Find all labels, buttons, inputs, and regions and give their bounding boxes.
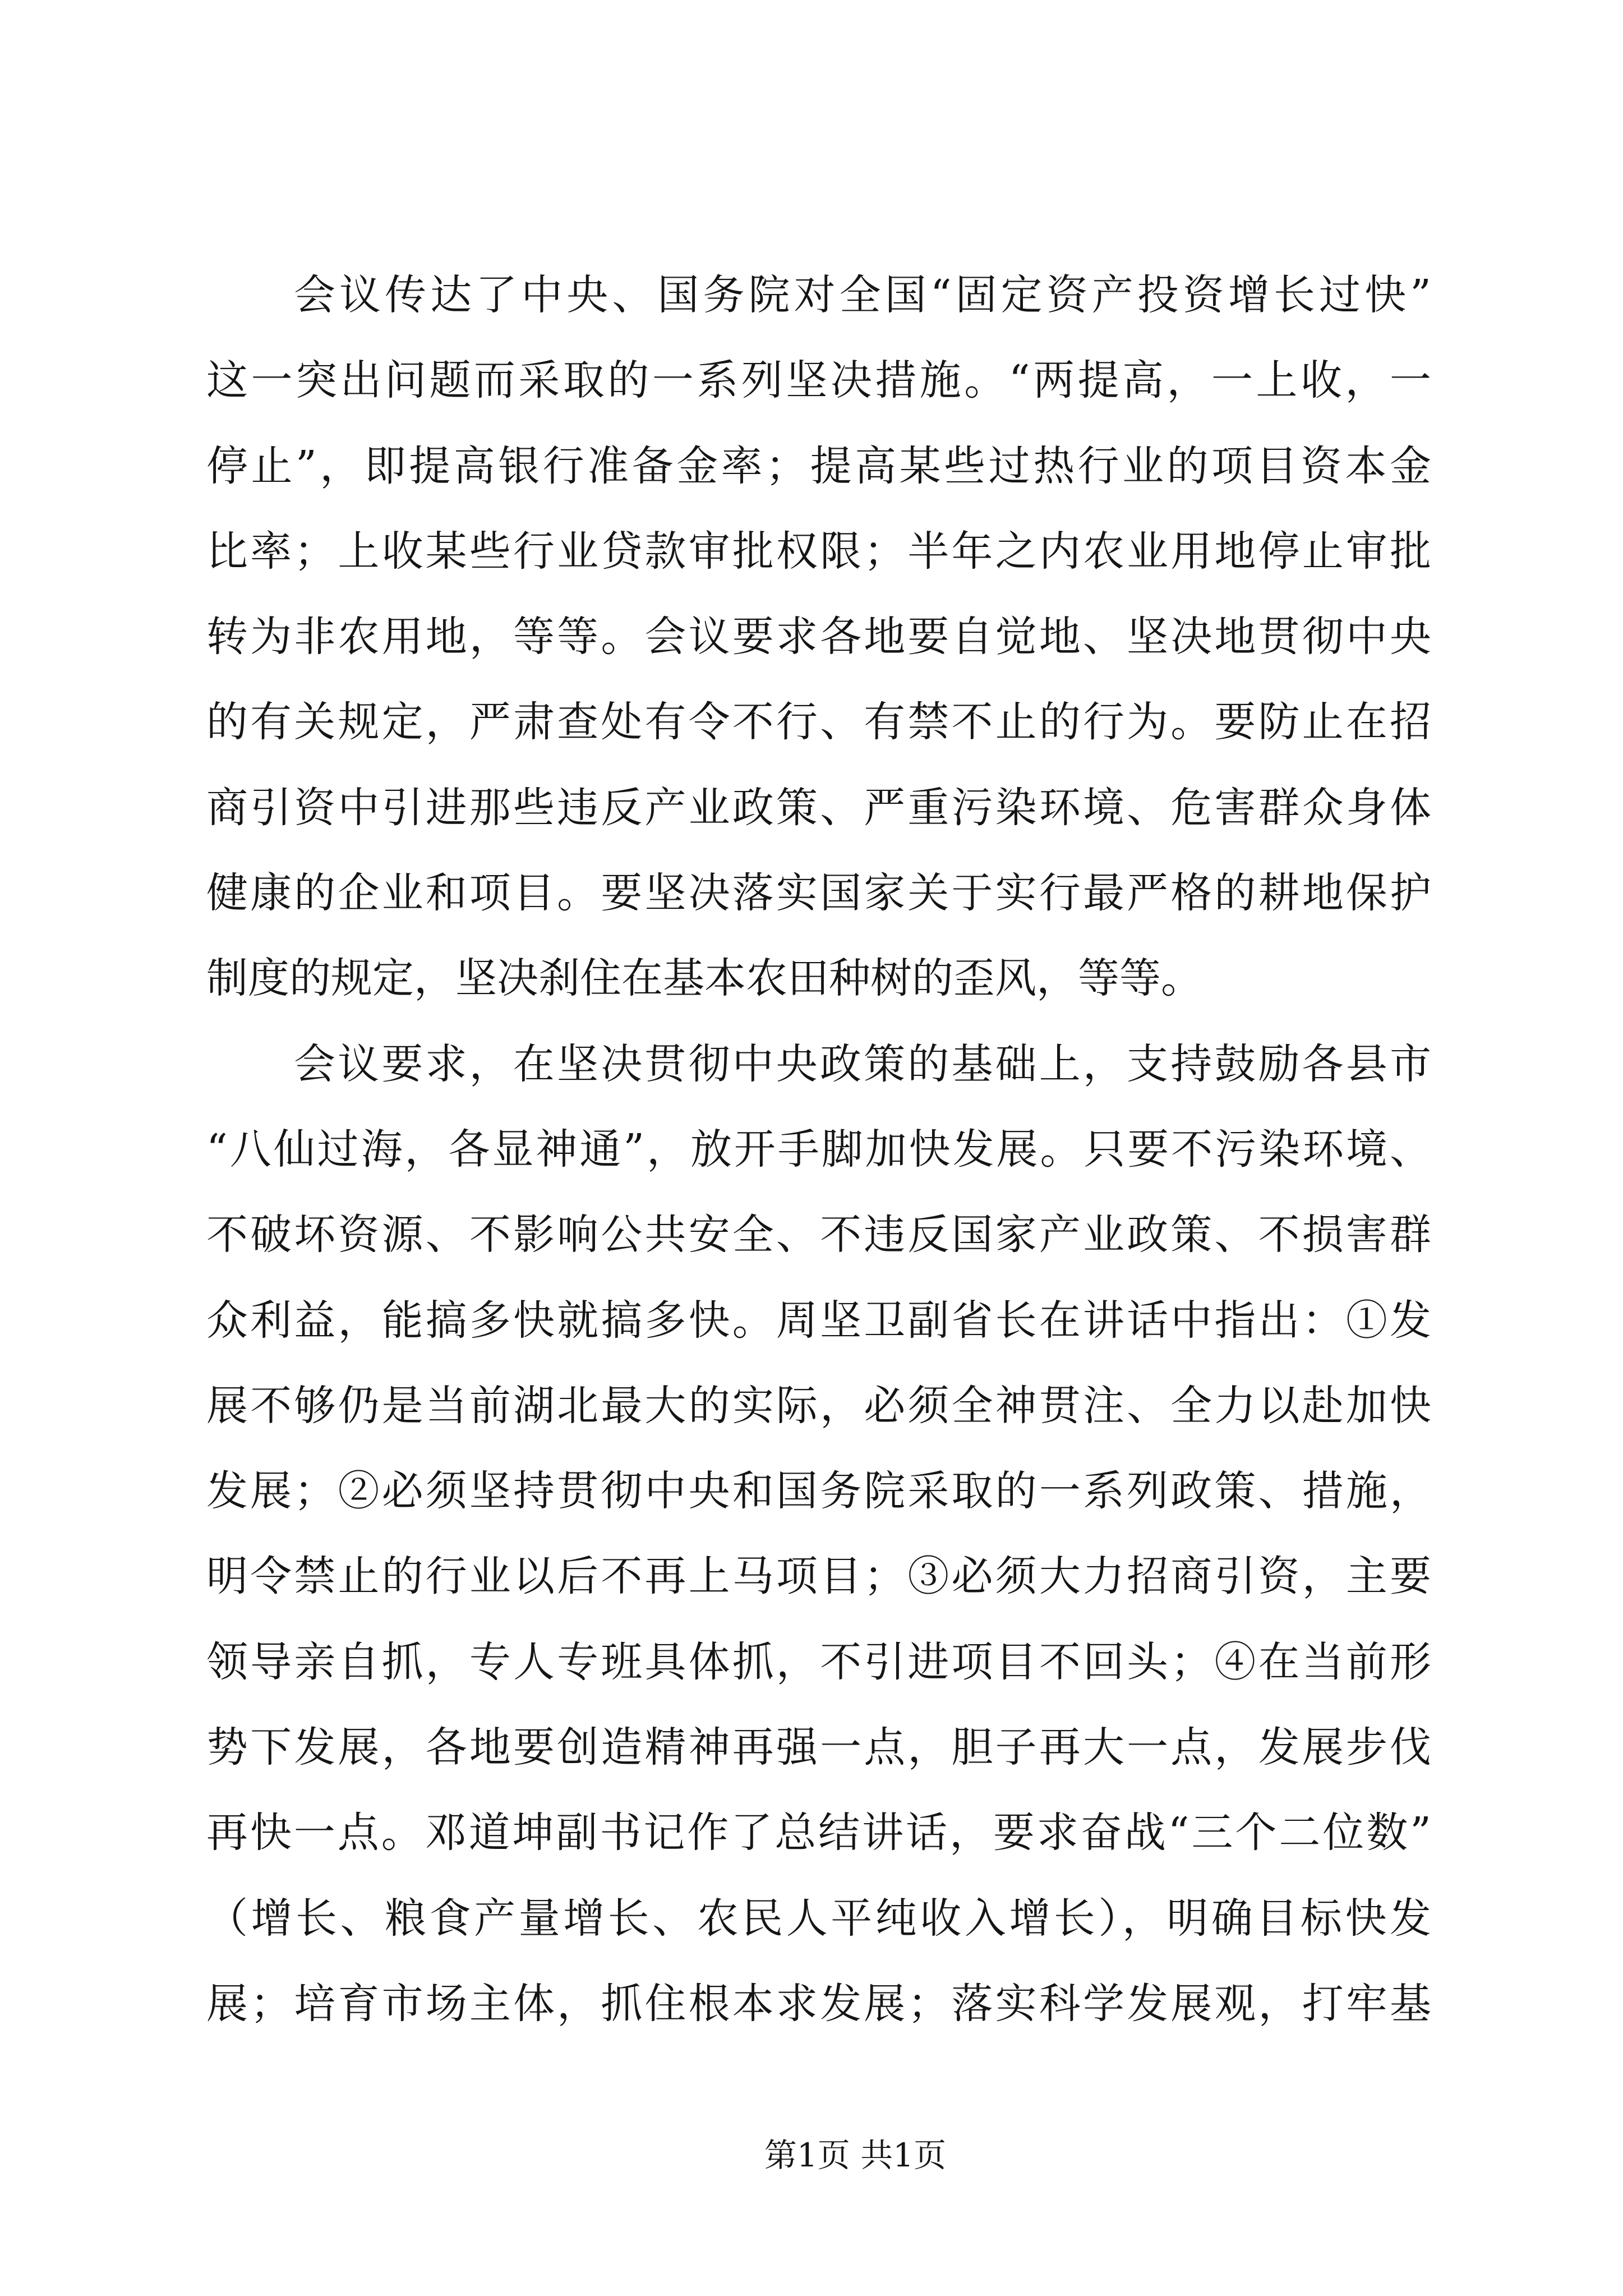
text-line: 会议要求，在坚决贯彻中央政策的基础上，支持鼓励各县市 bbox=[294, 1039, 1431, 1088]
page-number-footer: 第1页 共1页 bbox=[764, 2136, 947, 2174]
text-line: 的有关规定，严肃查处有令不行、有禁不止的行为。要防止在招 bbox=[206, 698, 1431, 747]
text-line: 明令禁止的行业以后不再上马项目；③必须大力招商引资，主要 bbox=[206, 1552, 1431, 1601]
text-line: 众利益，能搞多快就搞多快。周坚卫副省长在讲话中指出：①发 bbox=[206, 1296, 1431, 1345]
text-line: 势下发展，各地要创造精神再强一点，胆子再大一点，发展步伐 bbox=[206, 1723, 1431, 1772]
document-body bbox=[206, 252, 1431, 2046]
text-line: 会议传达了中央、国务院对全国“固定资产投资增长过快” bbox=[294, 271, 1431, 319]
text-line: 停止”，即提高银行准备金率；提高某些过热行业的项目资本金 bbox=[206, 441, 1431, 490]
text-line: 这一突出问题而采取的一系列坚决措施。“两提高，一上收，一 bbox=[206, 356, 1431, 405]
text-line: 领导亲自抓，专人专班具体抓，不引进项目不回头；④在当前形 bbox=[206, 1637, 1431, 1686]
text-line: 不破坏资源、不影响公共安全、不违反国家产业政策、不损害群 bbox=[206, 1211, 1431, 1259]
text-line: 比率；上收某些行业贷款审批权限；半年之内农业用地停止审批 bbox=[206, 527, 1431, 576]
text-line: （增长、粮食产量增长、农民人平纯收入增长），明确目标快发 bbox=[206, 1894, 1431, 1943]
text-line: 商引资中引进那些违反产业政策、严重污染环境、危害群众身体 bbox=[206, 783, 1431, 832]
paragraph-2 bbox=[206, 1022, 1431, 2047]
text-line: 展不够仍是当前湖北最大的实际，必须全神贯注、全力以赴加快 bbox=[206, 1381, 1431, 1430]
text-line: 展；培育市场主体，抓住根本求发展；落实科学发展观，打牢基 bbox=[206, 1979, 1431, 2028]
text-line: 制度的规定，坚决刹住在基本农田种树的歪风，等等。 bbox=[206, 954, 1202, 1003]
text-line: 发展；②必须坚持贯彻中央和国务院采取的一系列政策、措施， bbox=[206, 1467, 1431, 1516]
paragraph-1 bbox=[206, 252, 1431, 1022]
text-line: 转为非农用地，等等。会议要求各地要自觉地、坚决地贯彻中央 bbox=[206, 613, 1431, 661]
text-line: 再快一点。邓道坤副书记作了总结讲话，要求奋战“三个二位数” bbox=[206, 1809, 1431, 1857]
text-line: “八仙过海，各显神通”，放开手脚加快发展。只要不污染环境、 bbox=[206, 1125, 1431, 1174]
text-line: 健康的企业和项目。要坚决落实国家关于实行最严格的耕地保护 bbox=[206, 869, 1431, 918]
